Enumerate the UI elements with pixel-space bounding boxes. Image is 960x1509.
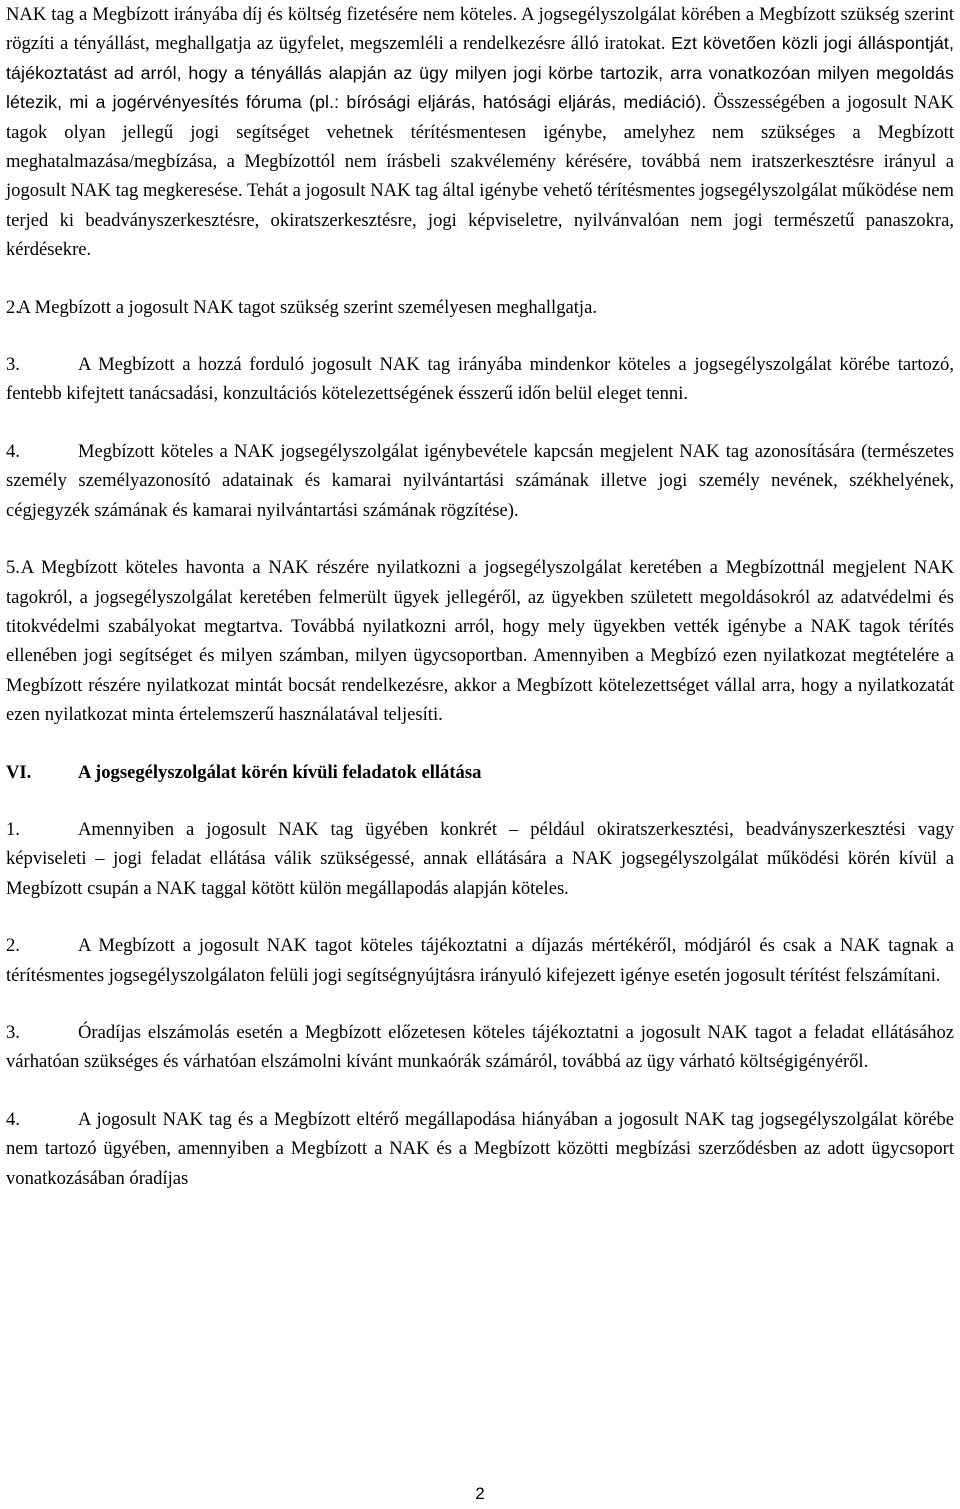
item-number: 4. (6, 1108, 20, 1130)
section-title: A jogsegélyszolgálat körén kívüli feladatok ellátása (78, 761, 482, 783)
intro-text-part3: Összességében a jogosult NAK tagok olyan jellegű jogi segítséget vehetnek térítésmentesen igénybe, amelyhez nem szükséges a Megbízott meghatalmazása/megbízása, a Megbízottól nem írásbeli szakvélemény kérésére, továbbá nem iratszerkesztésre irányul a jogosult NAK tag megkeresése. Tehát a jogosult NAK tag által igénybe vehető térítésmentes jogsegélyszolgálat működése nem terjed ki beadványszerkesztésre, okiratszerkesztésre, jogi képviseletre, nyilvánvalóan nem jogi természetű panaszokra, kérdésekre. (6, 92, 954, 261)
list-item-vi3 (6, 1018, 954, 1077)
item-number: 5. (6, 557, 20, 579)
section-roman-numeral: VI. (6, 761, 32, 783)
item-number: 2. (6, 296, 20, 318)
item-text: A Megbízott köteles havonta a NAK részére nyilatkozni a jogsegélyszolgálat keretében a Megbízottnál megjelent NAK tagokról, a jogsegélyszolgálat keretében felmerült ügyek jellegéről, az ügyekben született megoldásokról az adatvédelmi és titokvédelmi szabályokat megtartva. Továbbá nyilatkozni arról, hogy mely ügyekben vették igénybe a NAK tagok térítés ellenében jogi segítséget és milyen számban, milyen ügycsoportban. Amennyiben a Megbízó ezen nyilatkozat megtételére a Megbízott részére nyilatkozat mintát bocsát rendelkezésre, akkor a Megbízott kötelezettséget vállal arra, hogy a nyilatkozatát ezen nyilatkozat minta értelemszerű használatával teljesíti. (6, 557, 954, 726)
item-number: 4. (6, 440, 20, 462)
list-item-vi2 (6, 931, 954, 990)
item-text: A Megbízott a hozzá forduló jogosult NAK tag irányába mindenkor köteles a jogsegélyszolgálat körébe tartozó, fentebb kifejtett tanácsadási, konzultációs kötelezettségének ésszerű időn belül eleget tenni. (6, 354, 954, 405)
item-text: Amennyiben a jogosult NAK tag ügyében konkrét – például okiratszerkesztési, beadványszerkesztési vagy képviseleti – jogi feladat ellátása válik szükségessé, annak ellátására a NAK jogsegélyszolgálat működési körén kívül a Megbízott csupán a NAK taggal kötött külön megállapodás alapján köteles. (6, 818, 954, 899)
item-number: 3. (6, 354, 20, 376)
item-text: A Megbízott a jogosult NAK tagot szükség szerint személyesen meghallgatja. (17, 296, 597, 318)
intro-text-part1: NAK tag a Megbízott irányába díj és költség fizetésére nem köteles. A jogsegélyszolgálat körében a Megbízott szükség szerint rögzíti a tényállást, meghallgatja az ügyfelet, megszemléli a rendelkezésre álló iratokat. (6, 4, 954, 55)
page-number: 2 (475, 1484, 485, 1503)
section-heading-vi (6, 758, 954, 787)
list-item-vi1 (6, 815, 954, 903)
document-page (6, 0, 954, 1193)
list-item-vi4 (6, 1105, 954, 1193)
item-text: Óradíjas elszámolás esetén a Megbízott előzetesen köteles tájékoztatni a jogosult NAK tagot a feladat ellátásához várhatóan szükséges és várhatóan elszámolni kívánt munkaórák számáról, továbbá az ügy várható költségigényéről. (6, 1021, 954, 1073)
list-item-v4 (6, 437, 954, 525)
item-number: 1. (6, 818, 20, 840)
item-text: A jogosult NAK tag és a Megbízott eltérő megállapodása hiányában a jogosult NAK tag jogsegélyszolgálat körébe nem tartozó ügyében, amennyiben a Megbízott a NAK és a Megbízott közötti megbízási szerződésben az adott ügycsoport vonatkozásában óradíjas (6, 1108, 954, 1189)
list-item-v2 (6, 293, 954, 322)
intro-text-part2: Ezt követően közli jogi álláspontját, tájékoztatást ad arról, hogy a tényállás alapján az ügy milyen jogi körbe tartozik, arra vonatkozóan milyen megoldás létezik, mi a jogérvényesítés fóruma (pl.: bírósági eljárás, hatósági eljárás, mediáció). (6, 33, 954, 113)
item-number: 3. (6, 1021, 20, 1043)
list-item-v3 (6, 350, 954, 409)
intro-paragraph (6, 0, 954, 265)
item-number: 2. (6, 935, 20, 957)
item-text: A Megbízott a jogosult NAK tagot köteles tájékoztatni a díjazás mértékéről, módjáról és csak a NAK tagnak a térítésmentes jogsegélyszolgálaton felüli jogi segítségnyújtásra irányuló kifejezett igénye esetén jogosult térítést felszámítani. (6, 935, 954, 986)
list-item-v5 (6, 553, 954, 729)
item-text: Megbízott köteles a NAK jogsegélyszolgálat igénybevétele kapcsán megjelent NAK tag azonosítására (természetes személy személyazonosító adatainak és kamarai nyilvántartási számának illetve jogi személy nevének, székhelyének, cégjegyzék számának és kamarai nyilvántartási számának rögzítése). (6, 440, 954, 521)
